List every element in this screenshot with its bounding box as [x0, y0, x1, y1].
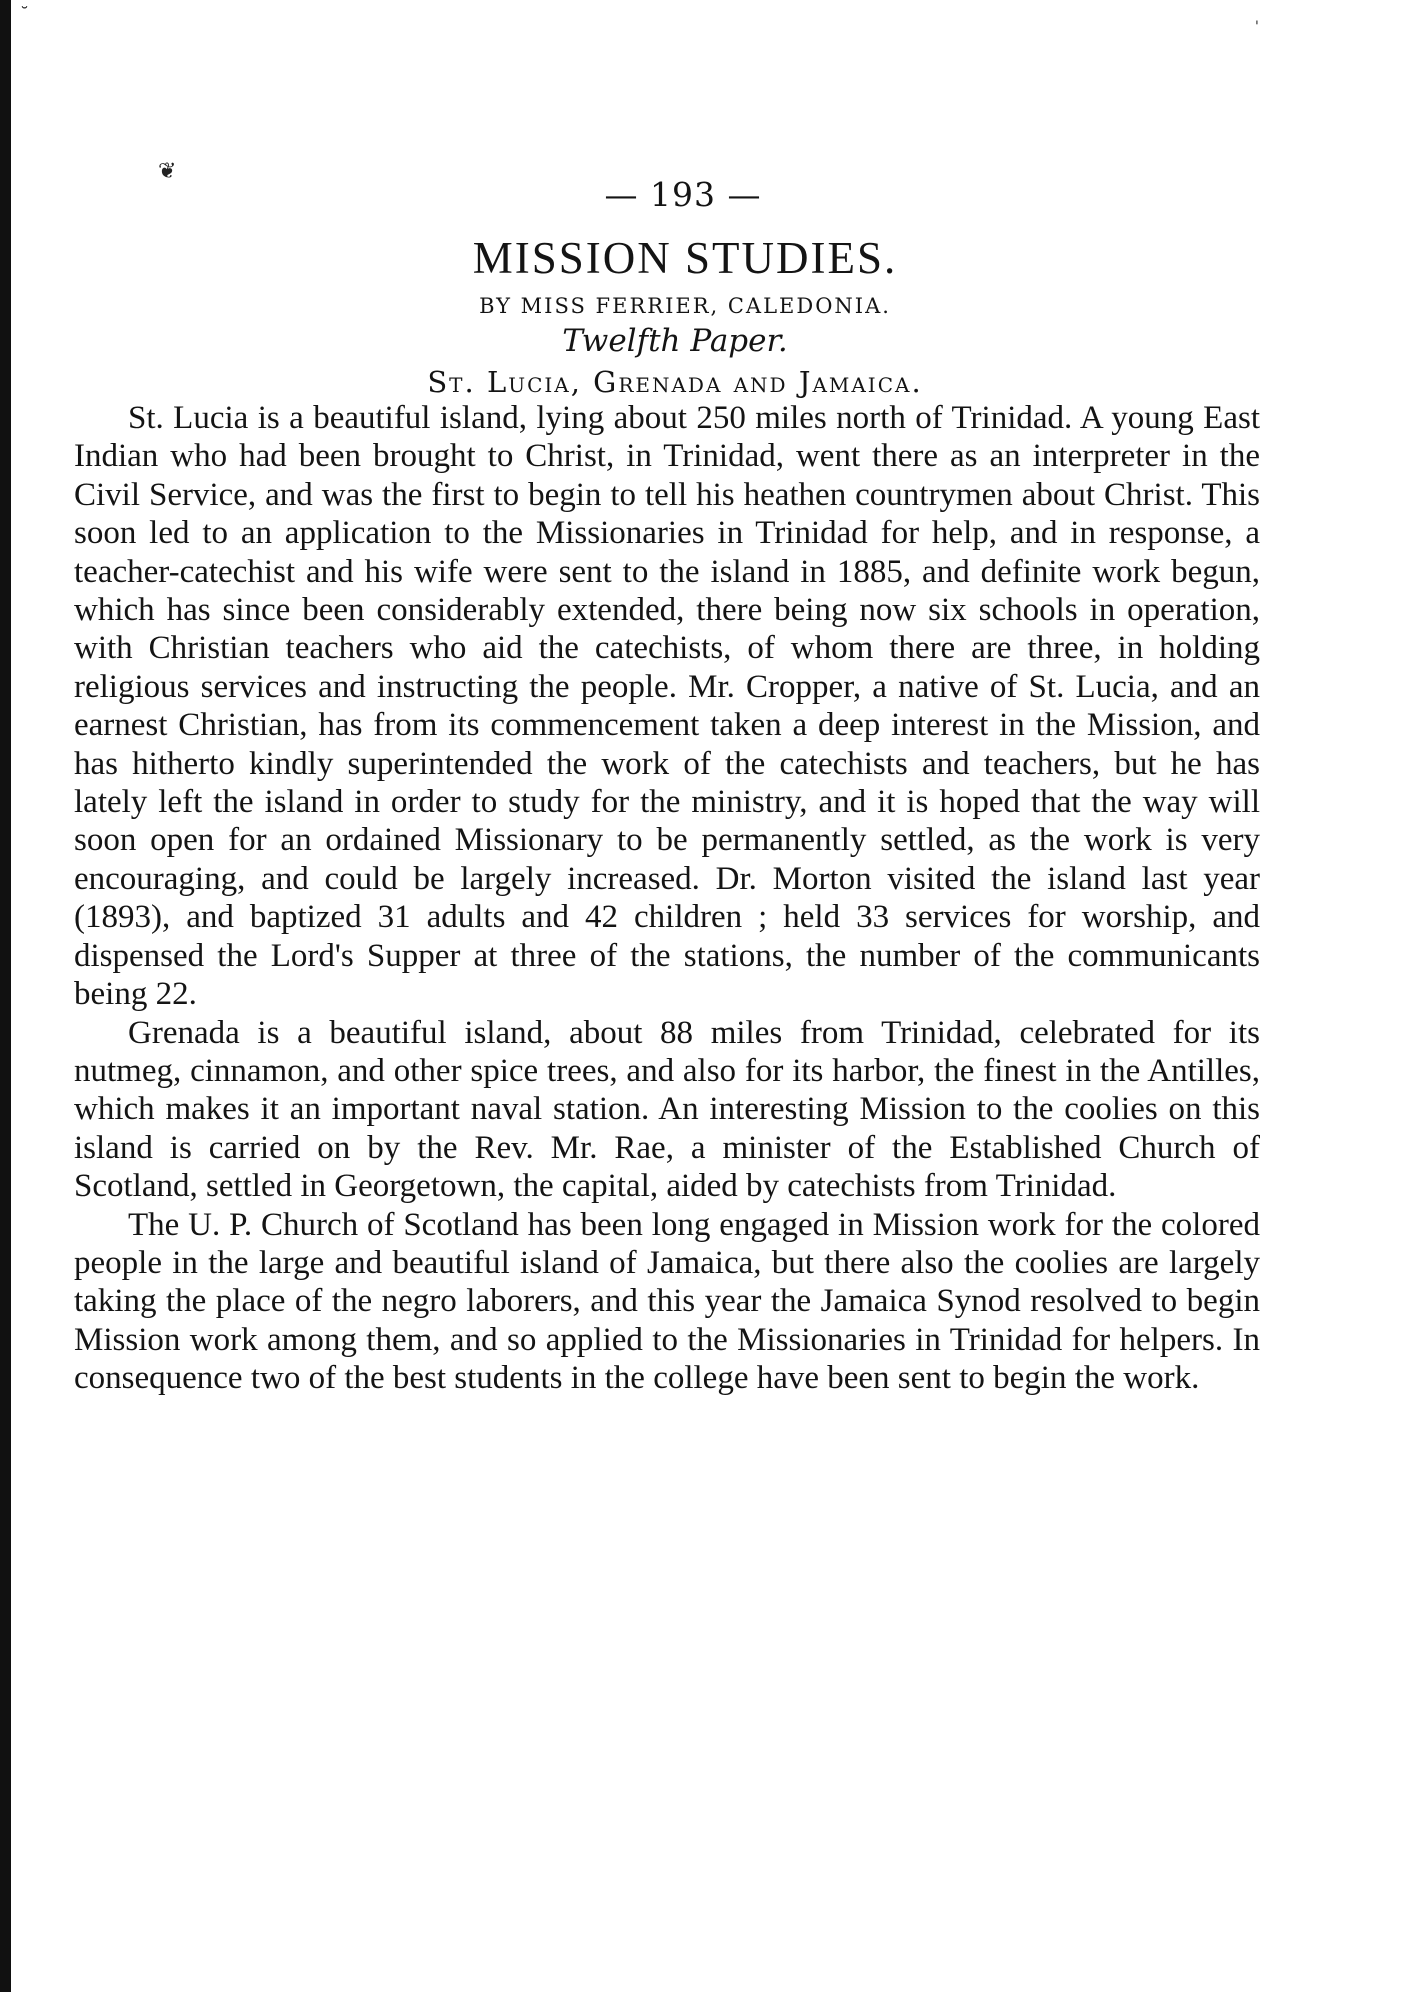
paragraph-st-lucia: St. Lucia is a beautiful island, lying about 250 miles north of Trinidad. A young East Indian who had been brought to Christ, in Trinidad, went there as an interpreter in the Civil Service, and was the first to begin to tell his heathen countrymen about Christ. This soon led to an application to the Missionaries in Trinidad for help, and in response, a teacher-catechist and his wife were sent to the island in 1885, and definite work begun, which has since been considerably extended, there being now six schools in operation, with Christian teachers who aid the catechists, of whom there are three, in holding religious services and instructing the people. Mr. Cropper, a native of St. Lucia, and an earnest Christian, has from its commencement taken a deep interest in the Mission, and has hitherto kindly superintended the work of the catechists and teachers, but he has lately left the island in order to study for the ministry, and it is hoped that the way will soon open for an ordained Missionary to be permanently settled, as the work is very encouraging, and could be largely increased. Dr. Morton visited the island last year (1893), and baptized 31 adults and 42 children ; held 33 services for worship, and dispensed the Lord's Supper at three of the stations, the number of the communicants being 22.	[74, 400, 1260, 1013]
article-section-heading: St. Lucia, Grenada and Jamaica.	[427, 365, 923, 399]
paragraph-jamaica: The U. P. Church of Scotland has been long engaged in Mission work for the colored people in the large and beautiful island of Jamaica, but there also the coolies are largely taking the place of the negro laborers, and this year the Jamaica Synod resolved to begin Mission work among them, and so applied to the Missionaries in Trinidad for helpers. In consequence two of the best students in the college have been sent to begin the work.	[74, 1206, 1260, 1397]
scan-speck: '	[1255, 19, 1259, 35]
paragraph-grenada: Grenada is a beautiful island, about 88 miles from Trinidad, celebrated for its nutmeg, cinnamon, and other spice trees, and also for its harbor, the finest in the Antilles, which makes it an important naval station. An interesting Mission to the coolies on this island is carried on by the Rev. Mr. Rae, a minister of the Established Church of Scotland, settled in Georgetown, the capital, aided by catechists from Trinidad.	[74, 1014, 1260, 1205]
document-page	[74, 175, 1260, 1398]
page-number: — 193 —	[604, 175, 762, 214]
article-body	[74, 399, 1260, 1398]
article-subtitle: Twelfth Paper.	[562, 323, 788, 359]
article-title: MISSION STUDIES.	[472, 233, 898, 283]
page-binding-edge	[0, 0, 11, 1992]
article-byline: BY MISS FERRIER, CALEDONIA.	[479, 294, 891, 318]
scan-speck: ˘	[20, 4, 29, 25]
scan-speck: ❦	[158, 159, 177, 184]
